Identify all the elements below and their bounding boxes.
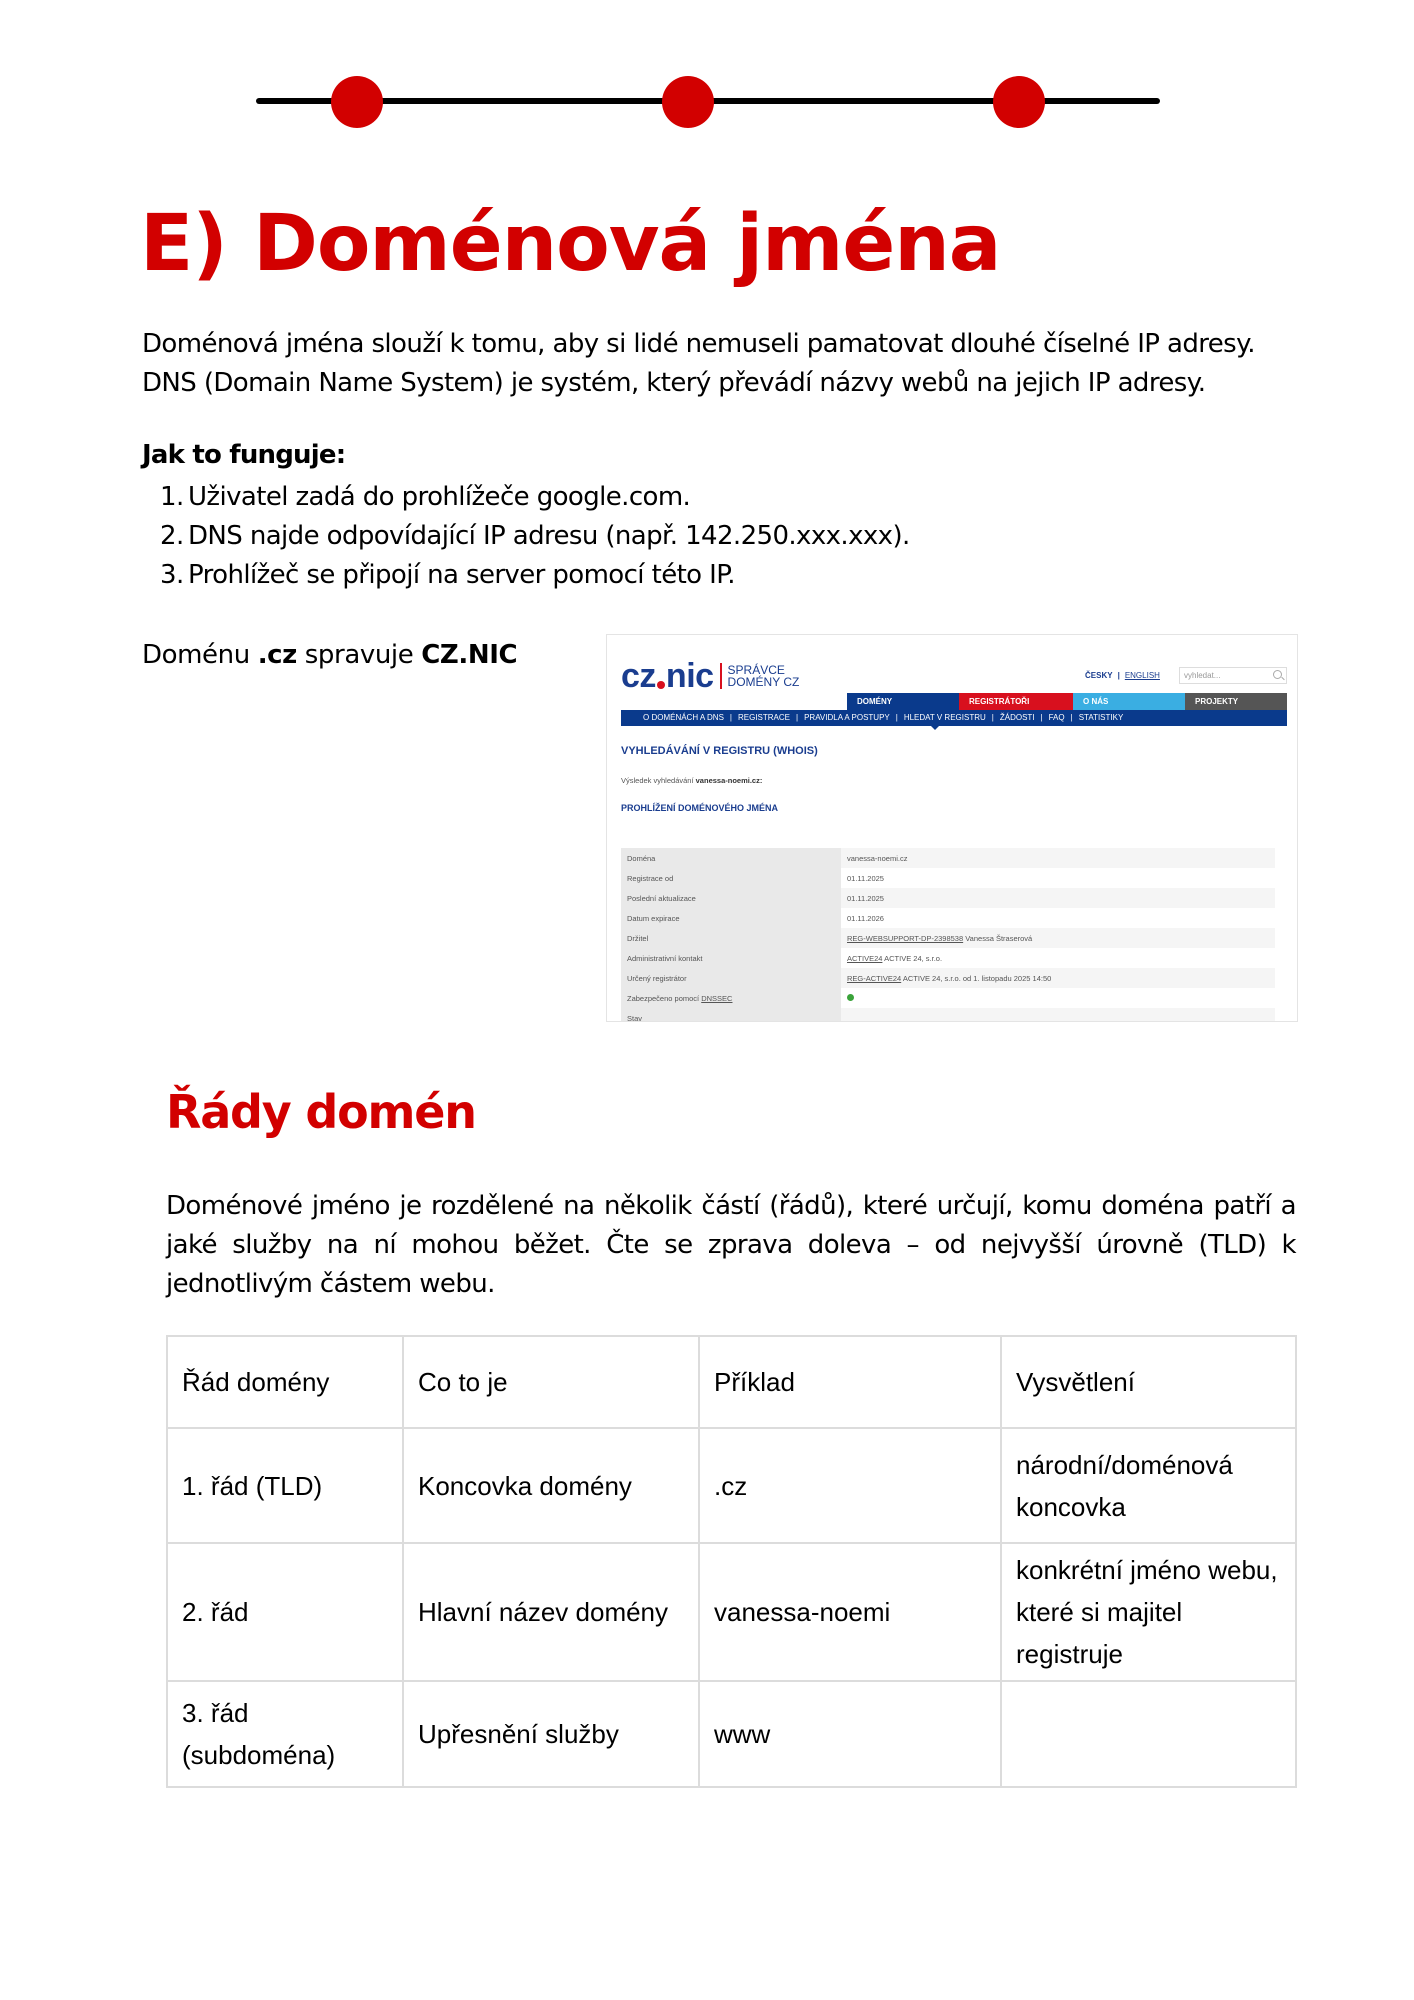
table-row xyxy=(621,868,1275,888)
table-cell: 1. řád (TLD) xyxy=(167,1428,403,1543)
whois-key: Registrace od xyxy=(621,868,841,888)
column-header: Co to je xyxy=(403,1336,699,1428)
table-cell: Koncovka domény xyxy=(403,1428,699,1543)
dnssec-link[interactable]: DNSSEC xyxy=(701,993,733,1003)
check-ok-icon xyxy=(847,994,854,1001)
whois-value: 01.11.2025 xyxy=(841,868,1275,888)
search-input[interactable] xyxy=(1179,667,1287,684)
whois-key: Doména xyxy=(621,848,841,868)
steps-list xyxy=(160,478,910,595)
whois-value xyxy=(841,948,1275,968)
logo-text: nic xyxy=(665,657,714,695)
column-header: Řád domény xyxy=(167,1336,403,1428)
timeline-dot-icon xyxy=(662,76,714,128)
nav-tab-o-nas[interactable]: O NÁS xyxy=(1073,693,1185,710)
admin-contact-link[interactable]: ACTIVE24 xyxy=(847,953,883,963)
sub-nav: O DOMÉNÁCH A DNS | REGISTRACE | PRAVIDLA A POSTUPY | HLEDAT V REGISTRU | ŽÁDOSTI | FAQ | STATISTIKY xyxy=(621,710,1287,726)
domain-levels-table xyxy=(166,1335,1297,1788)
logo-divider xyxy=(720,663,722,689)
intro-line: Doménová jména slouží k tomu, aby si lidé nemuseli pamatovat dlouhé číselné IP adresy. xyxy=(142,329,1255,359)
lang-czech-link[interactable]: ČESKY xyxy=(1085,671,1113,680)
whois-key: Poslední aktualizace xyxy=(621,888,841,908)
step-number: 2. xyxy=(160,521,184,551)
top-nav xyxy=(847,693,1287,710)
step-text: Prohlížeč se připojí na server pomocí této IP. xyxy=(188,560,735,590)
nav-tab-projekty[interactable]: PROJEKTY xyxy=(1185,693,1287,710)
holder-link[interactable]: REG-WEBSUPPORT-DP-2398538 xyxy=(847,933,964,943)
active-caret-icon xyxy=(931,726,939,730)
section-paragraph: Doménové jméno je rozdělené na několik částí (řádů), které určují, komu doména patří a jaké služby na ní mohou běžet. Čte se zprava doleva – od nejvyšší úrovně (TLD) k jednotlivým částem webu. xyxy=(166,1191,1296,1299)
holder-name: Vanessa Štraserová xyxy=(963,933,1033,943)
result-domain: vanessa-noemi.cz: xyxy=(695,776,763,785)
timeline-dot-icon xyxy=(331,76,383,128)
logo-dot-icon xyxy=(657,681,665,689)
table-cell: vanessa-noemi xyxy=(699,1543,1001,1681)
domain-view-heading: PROHLÍŽENÍ DOMÉNOVÉHO JMÉNA xyxy=(621,803,779,813)
step-number: 3. xyxy=(160,560,184,590)
statement-prefix: Doménu xyxy=(142,640,258,670)
subnav-item[interactable]: FAQ xyxy=(1048,713,1065,722)
whois-value xyxy=(841,928,1275,948)
cznic-whois-screenshot xyxy=(606,634,1298,1022)
table-row xyxy=(621,848,1275,868)
table-row xyxy=(621,928,1275,948)
whois-value: vanessa-noemi.cz xyxy=(841,848,1275,868)
table-row xyxy=(621,908,1275,928)
whois-key: Administrativní kontakt xyxy=(621,948,841,968)
nav-tab-registratori[interactable]: REGISTRÁTOŘI xyxy=(959,693,1073,710)
list-item xyxy=(160,478,910,517)
table-row xyxy=(167,1543,1296,1681)
registrar-name: ACTIVE 24, s.r.o. od 1. listopadu 2025 14:50 xyxy=(901,973,1052,983)
cznic-logo xyxy=(621,659,799,693)
whois-heading: VYHLEDÁVÁNÍ V REGISTRU (WHOIS) xyxy=(621,745,818,757)
whois-key: Datum expirace xyxy=(621,908,841,928)
table-cell: 3. řád (subdoména) xyxy=(167,1681,403,1787)
table-row xyxy=(621,968,1275,988)
nav-tab-domeny[interactable]: DOMÉNY xyxy=(847,693,959,710)
table-row xyxy=(621,888,1275,908)
table-header-row xyxy=(167,1336,1296,1428)
whois-value xyxy=(841,968,1275,988)
how-it-works-heading: Jak to funguje: xyxy=(142,440,346,470)
table-cell: .cz xyxy=(699,1428,1001,1543)
column-header: Příklad xyxy=(699,1336,1001,1428)
table-row xyxy=(621,948,1275,968)
statement-middle: spravuje xyxy=(296,640,422,670)
logo-subtitle: DOMÉNY CZ xyxy=(727,675,800,689)
whois-key: Stav xyxy=(621,1008,841,1022)
whois-value xyxy=(841,1008,1275,1022)
table-cell: www xyxy=(699,1681,1001,1787)
cznic-statement xyxy=(142,640,517,670)
table-cell: Hlavní název domény xyxy=(403,1543,699,1681)
search-icon xyxy=(1273,670,1282,679)
step-text: Uživatel zadá do prohlížeče google.com. xyxy=(188,482,691,512)
result-prefix: Výsledek vyhledávání xyxy=(621,776,696,785)
table-cell: národní/doménová koncovka xyxy=(1001,1428,1296,1543)
whois-table xyxy=(621,848,1275,1022)
admin-contact-name: ACTIVE 24, s.r.o. xyxy=(882,953,943,963)
column-header: Vysvětlení xyxy=(1001,1336,1296,1428)
step-text: DNS najde odpovídající IP adresu (např. 142.250.xxx.xxx). xyxy=(188,521,910,551)
table-row xyxy=(621,1008,1275,1022)
table-row xyxy=(621,988,1275,1008)
search-result-line xyxy=(621,776,762,785)
lang-english-link[interactable]: ENGLISH xyxy=(1124,671,1160,680)
intro-line: DNS (Domain Name System) je systém, který převádí názvy webů na jejich IP adresy. xyxy=(142,368,1206,398)
subnav-item[interactable]: O DOMÉNÁCH A DNS xyxy=(643,713,724,722)
table-cell: 2. řád xyxy=(167,1543,403,1681)
subnav-item[interactable]: ŽÁDOSTI xyxy=(999,713,1035,722)
whois-key xyxy=(621,988,841,1008)
table-row xyxy=(167,1428,1296,1543)
subnav-item-active[interactable]: HLEDAT V REGISTRU xyxy=(903,713,986,722)
registrar-link[interactable]: REG-ACTIVE24 xyxy=(847,973,902,983)
dnssec-label: Zabezpečeno pomocí xyxy=(627,993,702,1003)
subnav-item[interactable]: PRAVIDLA A POSTUPY xyxy=(804,713,890,722)
table-cell: Upřesnění služby xyxy=(403,1681,699,1787)
timeline-dot-icon xyxy=(993,76,1045,128)
search-placeholder: vyhledat... xyxy=(1184,671,1221,680)
whois-key: Držitel xyxy=(621,928,841,948)
page-title: E) Doménová jména xyxy=(140,199,1001,289)
tld-text: .cz xyxy=(257,640,297,670)
list-item xyxy=(160,556,910,595)
step-number: 1. xyxy=(160,482,184,512)
list-item xyxy=(160,517,910,556)
table-cell xyxy=(1001,1681,1296,1787)
intro-text xyxy=(142,325,1262,403)
whois-value: 01.11.2026 xyxy=(841,908,1275,928)
whois-value: 01.11.2025 xyxy=(841,888,1275,908)
subnav-item[interactable]: REGISTRACE xyxy=(737,713,790,722)
whois-key: Určený registrátor xyxy=(621,968,841,988)
whois-value xyxy=(841,988,1275,1008)
section-title: Řády domén xyxy=(166,1085,476,1139)
org-text: CZ.NIC xyxy=(421,640,518,670)
language-switch xyxy=(1085,671,1160,680)
logo-text: cz xyxy=(621,657,656,695)
subnav-item[interactable]: STATISTIKY xyxy=(1078,713,1124,722)
logo-subtitle: SPRÁVCE xyxy=(727,663,785,677)
table-row xyxy=(167,1681,1296,1787)
table-cell: konkrétní jméno webu, které si majitel registruje xyxy=(1001,1543,1296,1681)
lang-separator: | xyxy=(1117,671,1120,680)
